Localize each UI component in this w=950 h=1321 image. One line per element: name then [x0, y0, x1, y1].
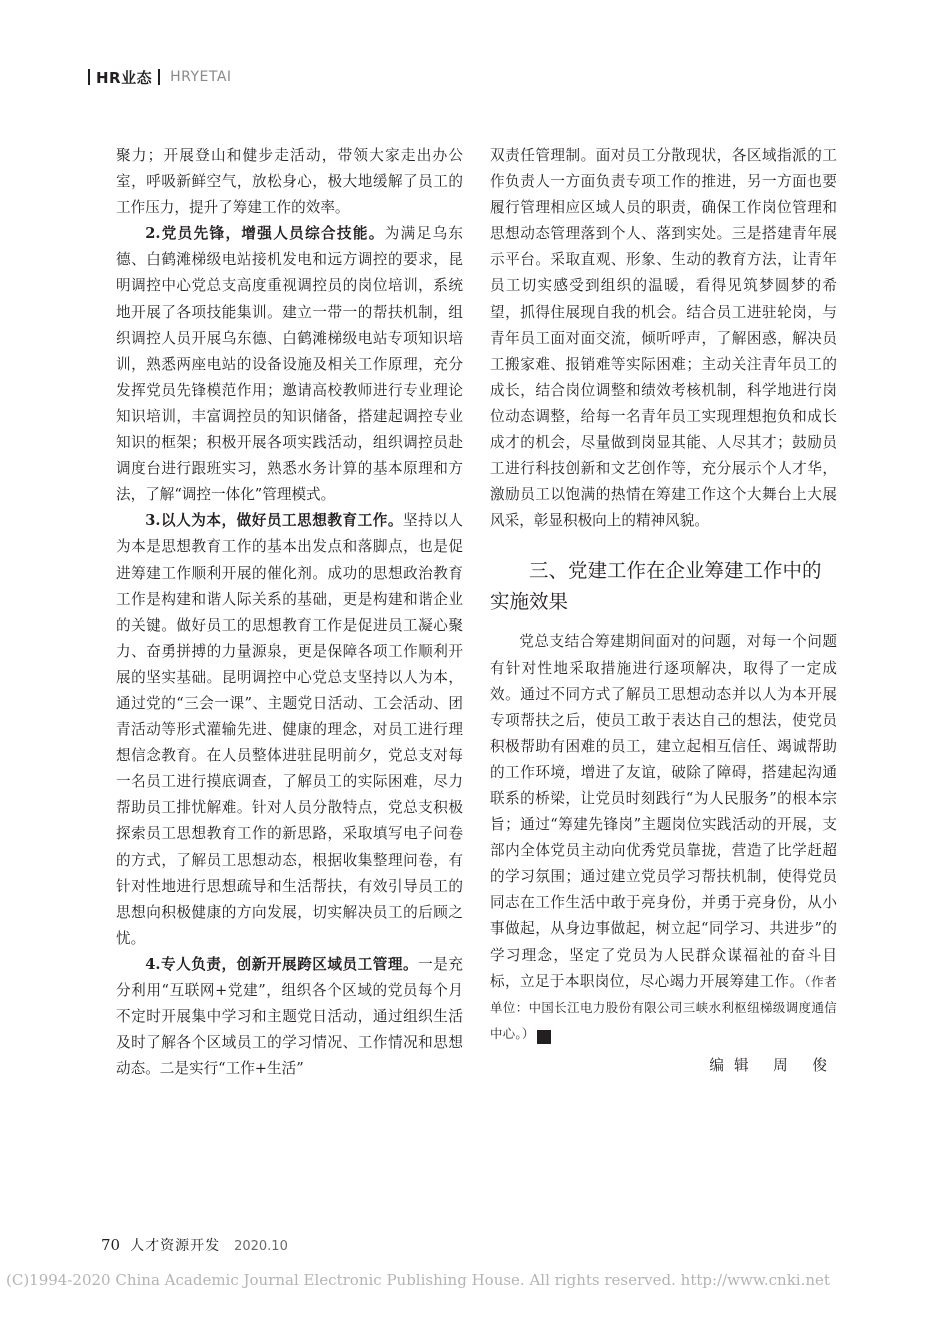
- page-number: 70: [101, 1236, 121, 1254]
- left-column: [116, 143, 463, 1082]
- subheading-3: 3.以人为本，做好员工思想教育工作。: [145, 512, 403, 530]
- subheading-4: 4.专人负责，创新开展跨区域员工管理。: [145, 955, 419, 973]
- issue-date: 2020.10: [234, 1239, 288, 1254]
- paragraph-4-body: 一是充分利用“互联网+党建”，组织各个区域的党员每个月不定时开展集中学习和主题党日活动，通过组织生活及时了解各个区域员工的学习情况、工作情况和思想动态。二是实行“工作+生活”: [116, 955, 463, 1078]
- column-name: HR业态: [96, 68, 153, 87]
- editor-credit: 编辑 周 俊: [709, 1056, 837, 1074]
- journal-name: 人才资源开发: [130, 1238, 221, 1254]
- paragraph-3-body: 坚持以人为本是思想教育工作的基本出发点和落脚点，也是促进筹建工作顺利开展的催化剂。成功的思想政治教育工作是构建和谐人际关系的基础，更是构建和谐企业的关键。做好员工的思想教育工作是促进员工凝心聚力、奋勇拼搏的力量源泉，更是保障各项工作顺利开展的坚实基础。昆明调控中心党总支坚持以人为本，通过党的“三会一课”、主题党日活动、工会活动、团青活动等形式灌输先进、健康的理念，对员工进行理想信念教育。在人员整体进驻昆明前夕，党总支对每一名员工进行摸底调查，了解员工的实际困难，尽力帮助员工排忧解难。针对人员分散特点，党总支积极探索员工思想教育工作的新思路，采取填写电子问卷的方式，了解员工思想动态，根据收集整理问卷，有针对性地进行思想疏导和生活帮扶，有效引导员工的思想向积极健康的方向发展，切实解决员工的后顾之忧。: [116, 512, 463, 947]
- left-paragraph-3: [116, 508, 463, 952]
- right-paragraph-2: [490, 629, 837, 1047]
- right-paragraph-2-body: 党总支结合筹建期间面对的问题，对每一个问题有针对性地采取措施进行逐项解决，取得了一定成效。通过不同方式了解员工思想动态并以人为本开展专项帮扶之后，使员工敢于表达自己的想法，使党员积极帮助有困难的员工，建立起相互信任、竭诚帮助的工作环境，增进了友谊，破除了障碍，搭建起沟通联系的桥梁，让党员时刻践行“为人民服务”的根本宗旨；通过“筹建先锋岗”主题岗位实践活动的开展，支部内全体党员主动向优秀党员靠拢，营造了比学赶超的学习氛围；通过建立党员学习帮扶机制，使得党员同志在工作生活中敢于亮身份，并勇于亮身份，从小事做起，从身边事做起，树立起“同学习、共进步”的学习理念，坚定了党员为人民群众谋福祉的奋斗目标，立足于本职岗位，尽心竭力开展筹建工作。: [490, 633, 837, 990]
- copyright-watermark: (C)1994-2020 China Academic Journal Electronic Publishing House. All rights reserved. http://www.cnki.net: [6, 1271, 830, 1289]
- page-footer: [101, 1235, 288, 1255]
- author-affiliation: （作者单位：中国长江电力股份有限公司三峡水利枢纽梯级调度通信中心。）: [490, 973, 837, 1041]
- header-left-bar: [88, 69, 90, 85]
- header-divider-bar: [158, 69, 160, 85]
- magazine-logo-icon: R: [537, 1030, 551, 1044]
- left-paragraph-1: 聚力；开展登山和健步走活动，带领大家走出办公室，呼吸新鲜空气，放松身心，极大地缓解了员工的工作压力，提升了筹建工作的效率。: [116, 147, 463, 217]
- page-header: [88, 66, 232, 88]
- right-column: [490, 143, 837, 1079]
- column-name-english: HRYETAI: [170, 69, 232, 85]
- left-paragraph-2: [116, 221, 463, 508]
- paragraph-2-body: 为满足乌东德、白鹤滩梯级电站接机发电和远方调控的要求，昆明调控中心党总支高度重视调控员的岗位培训，系统地开展了各项技能集训。建立一带一的帮扶机制，组织调控人员开展乌东德、白鹤滩梯级电站专项知识培训，熟悉两座电站的设备设施及相关工作原理，充分发挥党员先锋模范作用；邀请高校教师进行专业理论知识培训，丰富调控员的知识储备，搭建起调控专业知识的框架；积极开展各项实践活动，组织调控员赴调度台进行跟班实习，熟悉水务计算的基本原理和方法，了解“调控一体化”管理模式。: [116, 225, 463, 504]
- section-title: 三、党建工作在企业筹建工作中的实施效果: [490, 559, 822, 614]
- right-paragraph-1: 双责任管理制。面对员工分散现状，各区域指派的工作负责人一方面负责专项工作的推进，另一方面也要履行管理相应区域人员的职责，确保工作岗位管理和思想动态管理落到个人、落到实处。三是搭建青年展示平台。采取直观、形象、生动的教育方法，让青年员工切实感受到组织的温暖，看得见筑梦圆梦的希望，抓得住展现自我的机会。结合员工进驻轮岗，与青年员工面对面交流，倾听呼声，了解困惑，解决员工搬家难、报销难等实际困难；主动关注青年员工的成长，结合岗位调整和绩效考核机制，科学地进行岗位动态调整，给每一名青年员工实现理想抱负和成长成才的机会，尽量做到岗显其能、人尽其才；鼓励员工进行科技创新和文艺创作等，充分展示个人才华，激励员工以饱满的热情在筹建工作这个大舞台上大展风采，彰显积极向上的精神风貌。: [490, 147, 837, 530]
- left-paragraph-4: [116, 952, 463, 1082]
- subheading-2: 2.党员先锋，增强人员综合技能。: [145, 225, 385, 243]
